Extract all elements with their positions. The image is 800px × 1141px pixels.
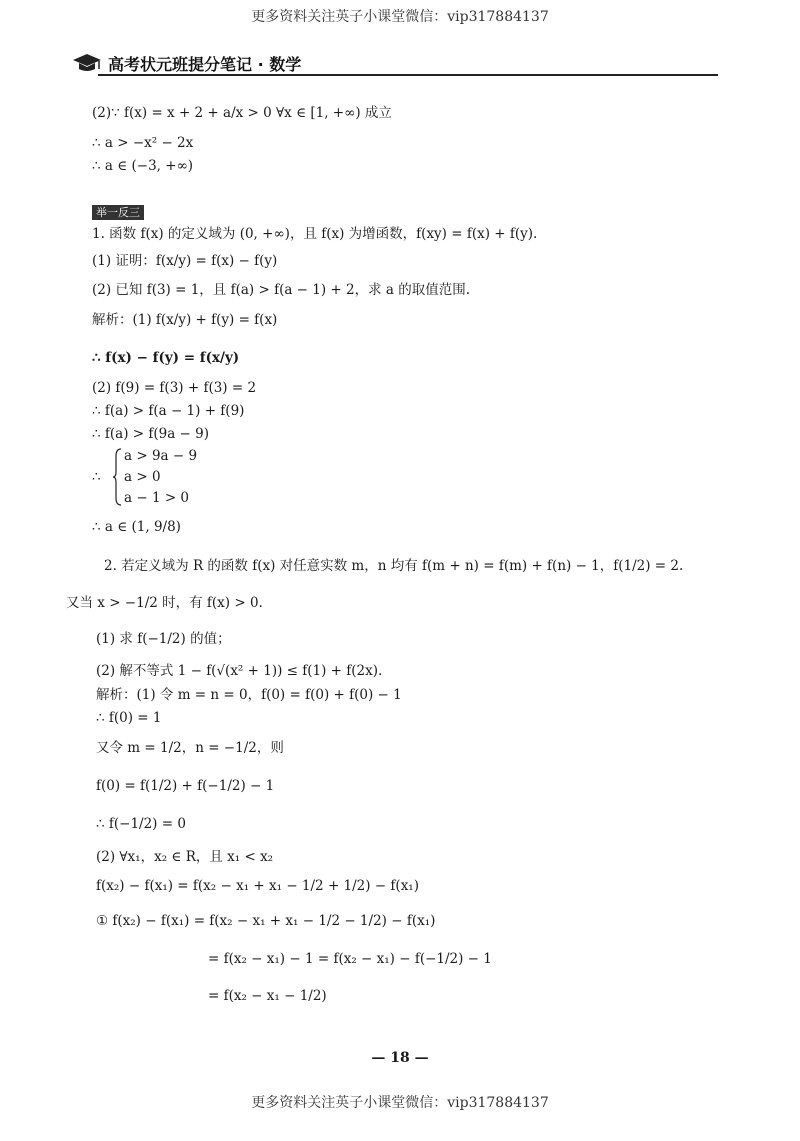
section-tag-label: 举一反三 [92, 205, 144, 220]
text-line: ∴ a > −x² − 2x [92, 135, 194, 151]
text-line: ∴ f(a) > f(a − 1) + f(9) [92, 403, 245, 419]
therefore-symbol: ∴ [92, 469, 101, 485]
text-line: = f(x₂ − x₁ − 1/2) [208, 988, 327, 1004]
text-line: (2) f(9) = f(3) + f(3) = 2 [92, 380, 257, 396]
text-line: f(x₂) − f(x₁) = f(x₂ − x₁ + x₁ − 1/2 + 1/2) − f(x₁) [96, 878, 419, 894]
text-line: (2)∵ f(x) = x + 2 + a/x > 0 ∀x ∈ [1, +∞) 成立 [92, 105, 392, 121]
text-line: (1) 证明：f(x/y) = f(x) − f(y) [92, 253, 278, 269]
text-line: 解析：(1) 令 m = n = 0，f(0) = f(0) + f(0) − 1 [96, 687, 402, 703]
header-title: 高考状元班提分笔记 · 数学 [108, 55, 302, 74]
text-line: f(0) = f(1/2) + f(−1/2) − 1 [96, 778, 275, 794]
text-line: (2) 已知 f(3) = 1，且 f(a) > f(a − 1) + 2，求 a 的取值范围. [92, 282, 471, 298]
text-line: ① f(x₂) − f(x₁) = f(x₂ − x₁ + x₁ − 1/2 − 1/2) − f(x₁) [96, 913, 436, 929]
text-line: ∴ a ∈ (1, 9/8) [92, 519, 181, 535]
text-line: 又令 m = 1/2，n = −1/2，则 [96, 740, 284, 756]
text-line: 又当 x > −1/2 时，有 f(x) > 0. [66, 595, 263, 611]
text-line: ∴ f(−1/2) = 0 [96, 816, 186, 832]
text-line: ∴ f(x) − f(y) = f(x/y) [92, 350, 240, 366]
text-line: (1) 求 f(−1/2) 的值； [96, 631, 231, 647]
section-tag [92, 205, 144, 220]
header-rule [98, 74, 718, 76]
graduation-cap-icon [72, 52, 102, 74]
text-line: ∴ f(a) > f(9a − 9) [92, 426, 210, 442]
brace-icon [112, 448, 122, 506]
text-line: 解析：(1) f(x/y) + f(y) = f(x) [92, 312, 278, 328]
text-line: (2) 解不等式 1 − f(√(x² + 1)) ≤ f(1) + f(2x). [96, 663, 383, 679]
text-line: (2) ∀x₁，x₂ ∈ R，且 x₁ < x₂ [96, 849, 274, 865]
page-number: — 18 — [371, 1050, 429, 1066]
watermark-top: 更多资料关注英子小课堂微信：vip317884137 [251, 9, 549, 25]
page-header [72, 50, 722, 78]
text-line: a > 0 [124, 469, 161, 485]
text-line: ∴ f(0) = 1 [96, 710, 162, 726]
watermark-bottom: 更多资料关注英子小课堂微信：vip317884137 [251, 1095, 549, 1111]
text-line: ∴ a ∈ (−3, +∞) [92, 158, 194, 174]
text-line: a > 9a − 9 [124, 448, 198, 464]
text-line: = f(x₂ − x₁) − 1 = f(x₂ − x₁) − f(−1/2) − 1 [208, 951, 492, 967]
text-line: a − 1 > 0 [124, 490, 190, 506]
text-line: 2. 若定义域为 R 的函数 f(x) 对任意实数 m，n 均有 f(m + n) = f(m) + f(n) − 1，f(1/2) = 2. [104, 558, 684, 574]
text-line: 1. 函数 f(x) 的定义域为 (0, +∞)，且 f(x) 为增函数，f(xy) = f(x) + f(y). [92, 226, 538, 242]
